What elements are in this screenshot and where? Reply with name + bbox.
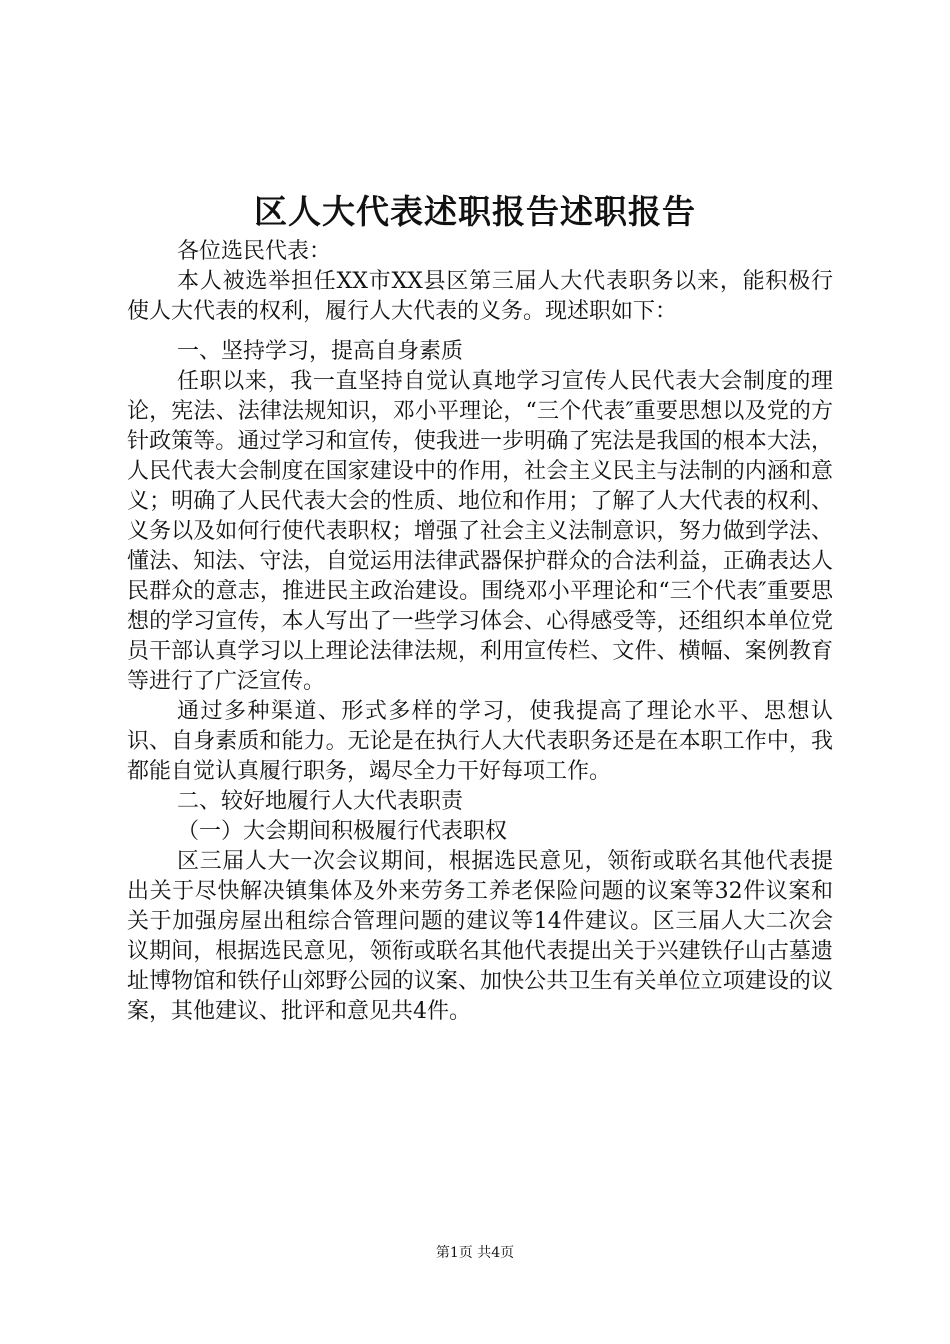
section-1-paragraph-2: 通过多种渠道、形式多样的学习，使我提高了理论水平、思想认识、自身素质和能力。无论是在执行人大代表职务还是在本职工作中，我都能自觉认真履行职务，竭尽全力干好每项工作。 bbox=[127, 699, 833, 784]
section-2-subheading-1: （一）大会期间积极履行代表职权 bbox=[177, 819, 508, 844]
section-2-heading: 二、较好地履行人大代表职责 bbox=[177, 789, 464, 814]
intro-paragraph: 本人被选举担任XX市XX县区第三届人大代表职务以来，能积极行使人大代表的权利，履行人大代表的义务。现述职如下： bbox=[127, 269, 833, 324]
section-1-paragraph-1: 任职以来，我一直坚持自觉认真地学习宣传人民代表大会制度的理论，宪法、法律法规知识，邓小平理论，“三个代表″重要思想以及党的方针政策等。通过学习和宣传，使我进一步明确了宪法是我国的根本大法，人民代表大会制度在国家建设中的作用，社会主义民主与法制的内涵和意义；明确了人民代表大会的性质、地位和作用；了解了人大代表的权利、义务以及如何行使代表职权；增强了社会主义法制意识，努力做到学法、懂法、知法、守法，自觉运用法律武器保护群众的合法利益，正确表达人民群众的意志，推进民主政治建设。围绕邓小平理论和“三个代表″重要思想的学习宣传，本人写出了一些学习体会、心得感受等，还组织本单位党员干部认真学习以上理论法律法规，利用宣传栏、文件、横幅、案例教育等进行了广泛宣传。 bbox=[127, 369, 833, 694]
document-title: 区人大代表述职报告述职报告 bbox=[254, 192, 696, 231]
section-1-heading: 一、坚持学习，提高自身素质 bbox=[177, 339, 464, 364]
greeting: 各位选民代表： bbox=[177, 239, 332, 264]
page-number-footer: 第1页 共4页 bbox=[435, 1245, 515, 1261]
document-body bbox=[127, 237, 833, 1027]
section-2-paragraph-1: 区三届人大一次会议期间，根据选民意见，领衔或联名其他代表提出关于尽快解决镇集体及外来劳务工养老保险问题的议案等32件议案和关于加强房屋出租综合管理问题的建议等14件建议。区三届人大二次会议期间，根据选民意见，领衔或联名其他代表提出关于兴建铁仔山古墓遗址博物馆和铁仔山郊野公园的议案、加快公共卫生有关单位立项建设的议案，其他建议、批评和意见共4件。 bbox=[127, 849, 833, 1024]
